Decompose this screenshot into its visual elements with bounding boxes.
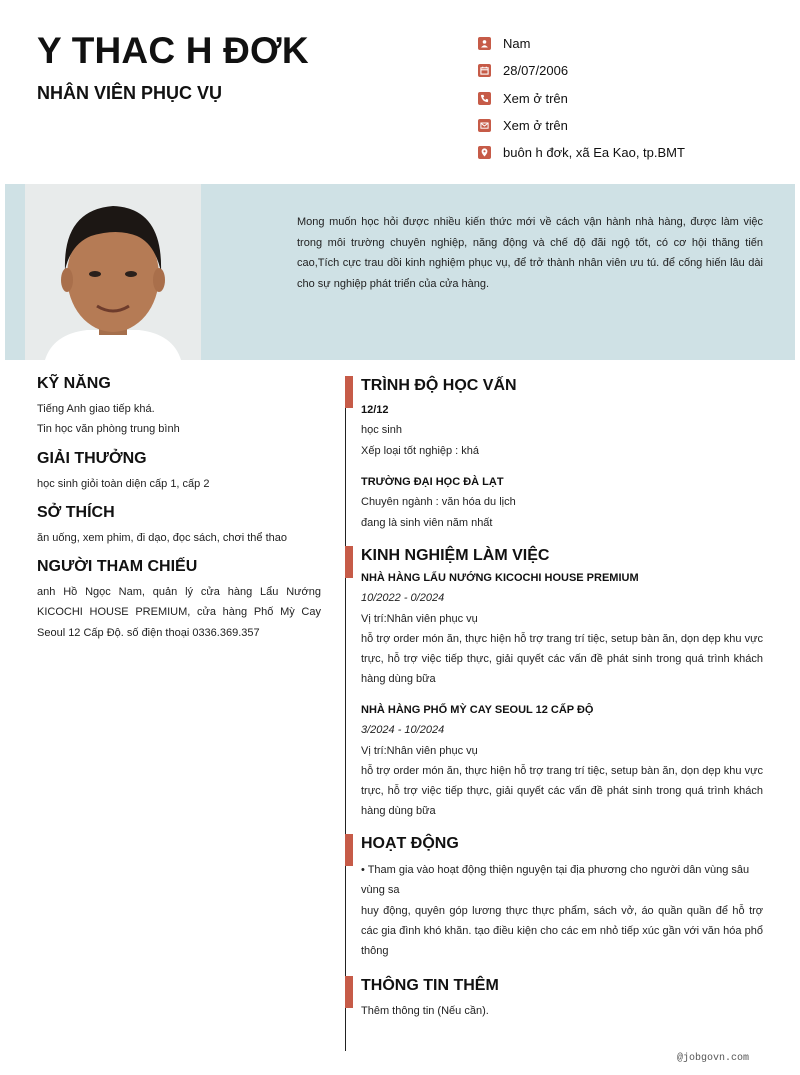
section-marker: [345, 976, 353, 1008]
activity-line: • Tham gia vào hoạt động thiện nguyện tại địa phương cho người dân vùng sâu vùng sa: [361, 864, 750, 897]
education-entry: [361, 472, 763, 533]
job-position: Vị trí:Nhân viên phục vụ: [361, 744, 478, 757]
footer-watermark: @jobgovn.com: [677, 1053, 750, 1064]
job-period: 10/2022 - 0/2024: [361, 592, 445, 605]
education-heading: TRÌNH ĐỘ HỌC VẤN: [361, 377, 517, 394]
person-icon: [478, 37, 491, 50]
left-column: [37, 374, 321, 652]
job-period: 3/2024 - 10/2024: [361, 724, 445, 737]
contact-address: [478, 139, 685, 166]
contact-info: [478, 30, 685, 166]
column-divider: [345, 376, 346, 1051]
references-heading: NGƯỜI THAM CHIẾU: [37, 558, 198, 576]
additional-heading: THÔNG TIN THÊM: [361, 977, 499, 994]
additional-text: Thêm thông tin (Nếu cần).: [361, 1005, 489, 1017]
map-pin-icon: [478, 146, 491, 159]
education-line: đang là sinh viên năm nhất: [361, 516, 493, 529]
education-name: TRƯỜNG ĐẠI HỌC ĐÀ LẠT: [361, 476, 504, 488]
contact-birthdate: [478, 57, 685, 84]
section-marker: [345, 834, 353, 866]
activities-heading: HOẠT ĐỘNG: [361, 835, 459, 852]
job-description: hỗ trợ order món ăn, thực hiện hỗ trợ trang trí tiệc, setup bàn ăn, dọn dẹp khu vực trực, hỗ trợ việc tiếp thực, giải quyết các vấn đề phát sinh trong quá trình khách hàng dùng bữa: [361, 632, 763, 686]
activity-line: huy động, quyên góp lương thực thực phẩm, sách vở, áo quần quần để hỗ trợ các gia đình khó khăn. tạo điều kiện cho các em nhỏ tiếp xúc gần với văn hóa phổ thông: [361, 904, 763, 958]
job-description: hỗ trợ order món ăn, thực hiện hỗ trợ trang trí tiệc, setup bàn ăn, dọn dẹp khu vực trực, hỗ trợ việc tiếp thực, giải quyết các vấn đề phát sinh trong quá trình khách hàng dùng bữa: [361, 764, 763, 818]
education-line: Xếp loại tốt nghiệp : khá: [361, 444, 480, 457]
contact-gender: [478, 30, 685, 57]
section-marker: [345, 376, 353, 408]
address-value: buôn h đơk, xã Ea Kao, tp.BMT: [503, 145, 685, 161]
profile-banner: [5, 184, 795, 360]
skill-item: Tiếng Anh giao tiếp khá.: [37, 403, 155, 415]
skill-item: Tin học văn phòng trung bình: [37, 423, 180, 436]
education-entry: [361, 400, 763, 461]
skills-heading: KỸ NĂNG: [37, 375, 111, 392]
hobbies-section: [37, 503, 321, 548]
envelope-icon: [478, 119, 491, 132]
candidate-name: Y THAC H ĐƠK: [37, 30, 309, 71]
contact-phone: [478, 85, 685, 112]
career-objective: Mong muốn học hỏi được nhiều kiến thức mới về cách vận hành nhà hàng, được làm việc trong môi trường chuyên nghiệp, năng động và chế độ đãi ngộ tốt, có cơ hội thăng tiến cao,Tích cực trau dồi kinh nghiệm phục vụ, để trở thành nhân viên ưu tú. để cống hiến lâu dài cho sự nghiệp phát triển của cửa hàng.: [297, 216, 763, 291]
phone-value: Xem ở trên: [503, 90, 568, 106]
contact-email: [478, 112, 685, 139]
education-name: 12/12: [361, 404, 389, 416]
experience-heading: KINH NGHIỆM LÀM VIỆC: [361, 547, 550, 564]
calendar-icon: [478, 64, 491, 77]
references-text: anh Hồ Ngọc Nam, quản lý cửa hàng Lẩu Nướng KICOCHI HOUSE PREMIUM, cửa hàng Phố Mỳ Cay Seoul 12 Cấp Độ. số điện thoại 0336.369.357: [37, 586, 321, 639]
awards-text: học sinh giỏi toàn diện cấp 1, cấp 2: [37, 477, 210, 490]
education-line: Chuyên ngành : văn hóa du lịch: [361, 496, 516, 509]
job-entry: [361, 568, 763, 690]
activities-body: [361, 860, 763, 961]
skills-section: [37, 374, 321, 440]
section-marker: [345, 546, 353, 578]
job-company: NHÀ HÀNG PHỐ MỲ CAY SEOUL 12 CẤP ĐỘ: [361, 704, 594, 716]
hobbies-heading: SỞ THÍCH: [37, 503, 115, 521]
references-section: [37, 557, 321, 643]
job-entry: [361, 700, 763, 822]
awards-section: [37, 449, 321, 494]
hobbies-text: ăn uống, xem phim, đi dạo, đọc sách, chơi thể thao: [37, 531, 287, 544]
birthdate-value: 28/07/2006: [503, 63, 569, 79]
email-value: Xem ở trên: [503, 118, 568, 134]
education-line: học sinh: [361, 424, 402, 437]
gender-value: Nam: [503, 36, 531, 52]
awards-heading: GIẢI THƯỞNG: [37, 449, 147, 467]
job-title: NHÂN VIÊN PHỤC VỤ: [37, 83, 223, 103]
profile-photo: [25, 184, 201, 360]
phone-icon: [478, 92, 491, 105]
job-company: NHÀ HÀNG LẨU NƯỚNG KICOCHI HOUSE PREMIUM: [361, 572, 639, 584]
job-position: Vị trí:Nhân viên phục vụ: [361, 612, 478, 625]
